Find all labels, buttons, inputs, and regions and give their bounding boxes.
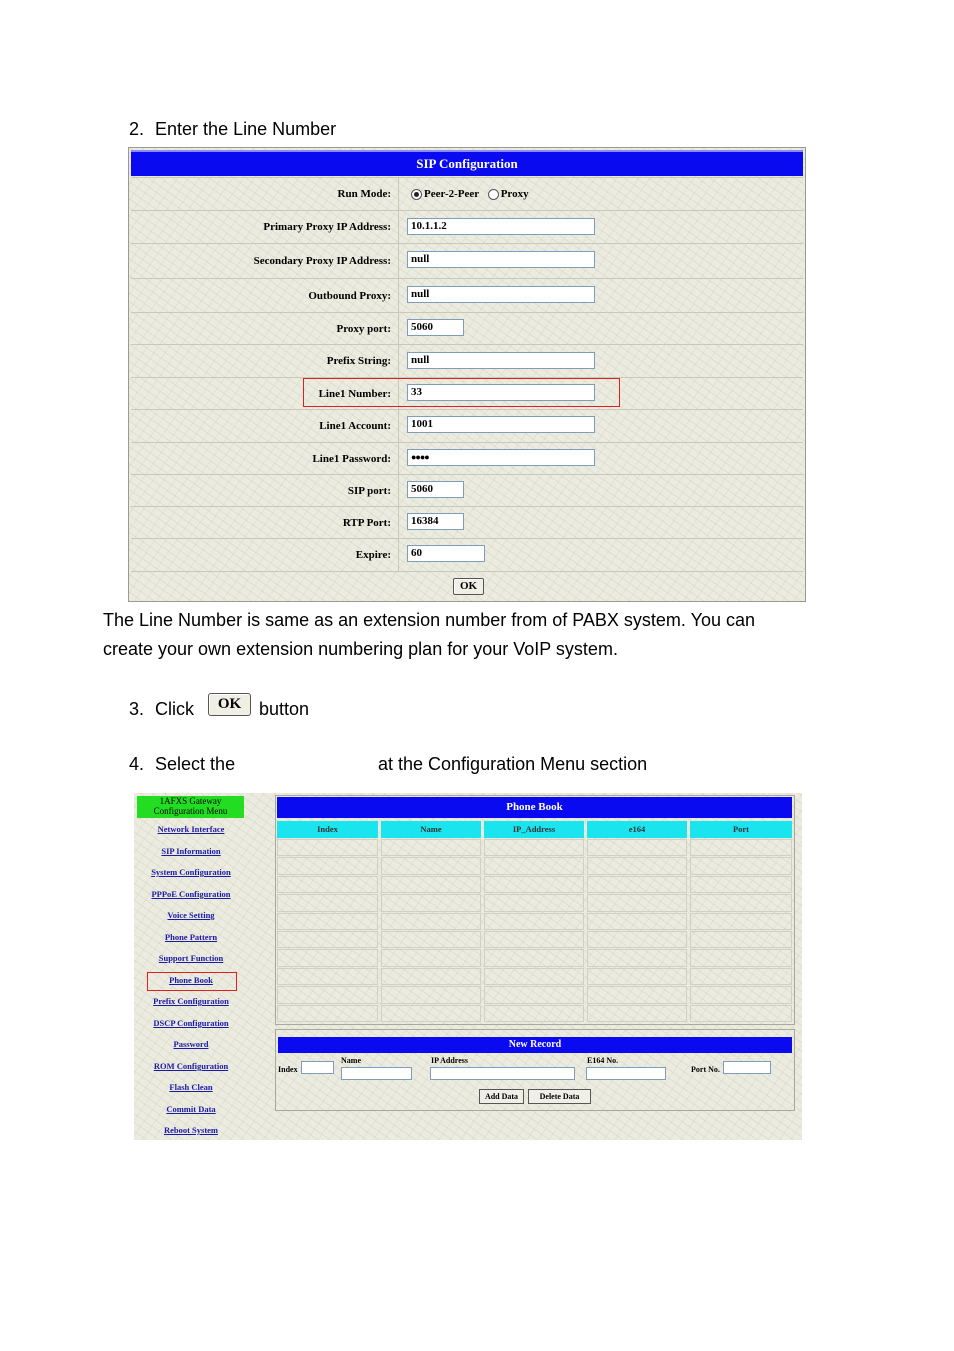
- phone-book-cell: [381, 913, 481, 930]
- column-header-name: Name: [381, 821, 481, 838]
- primary-proxy-row: [131, 210, 803, 243]
- prefix-string-label: Prefix String:: [131, 345, 399, 377]
- phone-book-cell: [484, 894, 584, 911]
- expire-label: Expire:: [131, 539, 399, 571]
- menu-network-interface[interactable]: Network Interface: [157, 824, 225, 834]
- step-2-text: Enter the Line Number: [155, 119, 337, 139]
- new-record-name-label: Name: [341, 1056, 361, 1065]
- phone-book-cell: [690, 913, 792, 930]
- run-mode-row: [131, 177, 803, 210]
- column-header-port: Port: [690, 821, 792, 838]
- phone-book-cell: [381, 986, 481, 1003]
- sip-configuration-panel: [128, 147, 806, 602]
- sip-port-row: [131, 474, 803, 506]
- phone-book-cell: [690, 894, 792, 911]
- phone-book-cell: [484, 876, 584, 893]
- phone-book-cell: [690, 857, 792, 874]
- step-3-pre: Click: [155, 699, 195, 719]
- line1-password-input[interactable]: ●●●●: [407, 449, 595, 466]
- new-record-e164-input[interactable]: [586, 1067, 666, 1080]
- step-4: [129, 750, 235, 779]
- phone-book-cell: [484, 986, 584, 1003]
- phone-book-cell: [484, 1005, 584, 1022]
- line1-number-input[interactable]: 33: [407, 384, 595, 401]
- secondary-proxy-label: Secondary Proxy IP Address:: [131, 244, 399, 278]
- phone-book-cell: [690, 986, 792, 1003]
- menu-commit-data[interactable]: Commit Data: [166, 1104, 216, 1114]
- phone-book-cell: [277, 876, 378, 893]
- phone-book-cell: [381, 1005, 481, 1022]
- proxy-label: Proxy: [500, 188, 529, 200]
- phone-book-cell: [690, 839, 792, 856]
- phone-book-screenshot: [134, 793, 802, 1140]
- proxy-port-input[interactable]: 5060: [407, 319, 464, 336]
- line1-password-row: [131, 442, 803, 474]
- new-record-ip-input[interactable]: [430, 1067, 575, 1080]
- phone-book-cell: [587, 1005, 687, 1022]
- phone-book-cell: [484, 968, 584, 985]
- menu-pppoe-configuration[interactable]: PPPoE Configuration: [151, 889, 231, 899]
- phone-book-cell: [587, 986, 687, 1003]
- phone-book-cell: [587, 839, 687, 856]
- new-record-index-label: Index: [278, 1065, 298, 1074]
- phone-book-cell: [587, 913, 687, 930]
- menu-header-line-2: Configuration Menu: [153, 806, 228, 816]
- phone-book-cell: [277, 968, 378, 985]
- phone-book-cell: [381, 876, 481, 893]
- inline-ok-button: OK: [208, 693, 251, 716]
- line1-number-highlight: [303, 378, 620, 407]
- proxy-radio[interactable]: [488, 189, 499, 200]
- phone-book-cell: [484, 949, 584, 966]
- primary-proxy-input[interactable]: 10.1.1.2: [407, 218, 595, 235]
- line1-account-input[interactable]: 1001: [407, 416, 595, 433]
- phone-book-cell: [690, 949, 792, 966]
- phone-book-cell: [381, 968, 481, 985]
- phone-book-cell: [277, 839, 378, 856]
- phone-book-cell: [484, 931, 584, 948]
- step-2: [129, 115, 336, 144]
- phone-book-cell: [690, 931, 792, 948]
- line1-password-label: Line1 Password:: [131, 443, 399, 474]
- phone-book-cell: [381, 931, 481, 948]
- new-record-title: New Record: [278, 1037, 792, 1053]
- phone-book-cell: [484, 857, 584, 874]
- menu-password[interactable]: Password: [173, 1039, 209, 1049]
- rtp-port-input[interactable]: 16384: [407, 513, 464, 530]
- menu-phone-pattern[interactable]: Phone Pattern: [164, 932, 218, 942]
- add-data-button[interactable]: Add Data: [479, 1089, 524, 1104]
- step-4-number: 4.: [129, 754, 145, 774]
- explanation-paragraph: [103, 606, 823, 664]
- phone-book-menu-highlight: [147, 972, 237, 991]
- primary-proxy-label: Primary Proxy IP Address:: [131, 211, 399, 243]
- line1-account-row: [131, 409, 803, 442]
- menu-sip-information[interactable]: SIP Information: [161, 846, 221, 856]
- secondary-proxy-input[interactable]: null: [407, 251, 595, 268]
- menu-phone-book[interactable]: Phone Book: [169, 975, 213, 985]
- step-3: [129, 695, 194, 724]
- phone-book-cell: [690, 968, 792, 985]
- ok-row: [131, 571, 803, 600]
- menu-dscp-configuration[interactable]: DSCP Configuration: [153, 1018, 229, 1028]
- expire-input[interactable]: 60: [407, 545, 485, 562]
- phone-book-cell: [587, 857, 687, 874]
- phone-book-cell: [381, 949, 481, 966]
- rtp-port-row: [131, 506, 803, 538]
- menu-reboot-system[interactable]: Reboot System: [163, 1125, 219, 1135]
- menu-header-line-1: 1AFXS Gateway: [159, 796, 222, 806]
- line1-account-label: Line1 Account:: [131, 410, 399, 442]
- secondary-proxy-row: [131, 243, 803, 278]
- phone-book-cell: [484, 839, 584, 856]
- sip-configuration-title: SIP Configuration: [131, 150, 803, 176]
- prefix-string-row: [131, 344, 803, 377]
- step-2-number: 2.: [129, 119, 145, 139]
- proxy-port-row: [131, 312, 803, 344]
- phone-book-cell: [381, 894, 481, 911]
- phone-book-cell: [587, 894, 687, 911]
- phone-book-cell: [587, 876, 687, 893]
- menu-flash-clean[interactable]: Flash Clean: [169, 1082, 213, 1092]
- phone-book-cell: [587, 968, 687, 985]
- new-record-e164-label: E164 No.: [587, 1056, 619, 1065]
- new-record-ip-label: IP Address: [431, 1056, 468, 1065]
- phone-book-title: Phone Book: [277, 797, 792, 818]
- menu-voice-setting[interactable]: Voice Setting: [167, 910, 215, 920]
- phone-book-cell: [277, 1005, 378, 1022]
- sip-port-label: SIP port:: [131, 475, 399, 506]
- line1-number-label: Line1 Number:: [131, 378, 399, 409]
- phone-book-cell: [277, 857, 378, 874]
- step-4-post: at the Configuration Menu section: [378, 754, 648, 774]
- phone-book-cell: [381, 839, 481, 856]
- rtp-port-label: RTP Port:: [131, 507, 399, 538]
- phone-book-cell: [277, 931, 378, 948]
- menu-system-configuration[interactable]: System Configuration: [151, 867, 231, 877]
- column-header-e164: e164: [587, 821, 687, 838]
- column-header-ip-address: IP_Address: [484, 821, 584, 838]
- menu-support-function[interactable]: Support Function: [158, 953, 224, 963]
- run-mode-label: Run Mode:: [131, 178, 399, 210]
- peer-2-peer-label: Peer-2-Peer: [424, 188, 479, 200]
- outbound-proxy-row: [131, 278, 803, 312]
- sip-port-input[interactable]: 5060: [407, 481, 464, 498]
- phone-book-cell: [277, 913, 378, 930]
- phone-book-empty-rows: [277, 839, 792, 1023]
- step-3-post: button: [259, 699, 310, 719]
- ok-button[interactable]: OK: [453, 578, 484, 595]
- run-mode-options: [411, 188, 529, 200]
- step-4-pre: Select the: [155, 754, 236, 774]
- expire-row: [131, 538, 803, 571]
- phone-book-cell: [690, 1005, 792, 1022]
- delete-data-button[interactable]: Delete Data: [528, 1089, 591, 1104]
- outbound-proxy-input[interactable]: null: [407, 286, 595, 303]
- outbound-proxy-label: Outbound Proxy:: [131, 279, 399, 312]
- menu-prefix-configuration[interactable]: Prefix Configuration: [153, 996, 229, 1006]
- phone-book-cell: [277, 894, 378, 911]
- new-record-port-label: Port No.: [691, 1065, 720, 1074]
- new-record-index-input[interactable]: [301, 1061, 334, 1074]
- proxy-port-label: Proxy port:: [131, 313, 399, 344]
- prefix-string-input[interactable]: null: [407, 352, 595, 369]
- menu-rom-configuration[interactable]: ROM Configuration: [153, 1061, 229, 1071]
- new-record-port-input[interactable]: [723, 1061, 771, 1074]
- configuration-menu-header: [137, 796, 244, 818]
- phone-book-cell: [690, 876, 792, 893]
- phone-book-cell: [484, 913, 584, 930]
- peer-2-peer-radio[interactable]: [411, 189, 422, 200]
- phone-book-cell: [277, 949, 378, 966]
- phone-book-cell: [381, 857, 481, 874]
- phone-book-cell: [277, 986, 378, 1003]
- phone-book-cell: [587, 931, 687, 948]
- phone-book-cell: [587, 949, 687, 966]
- paragraph-line-2: create your own extension numbering plan for your VoIP system.: [103, 639, 618, 659]
- column-header-index: Index: [277, 821, 378, 838]
- step-3-number: 3.: [129, 699, 145, 719]
- paragraph-line-1: The Line Number is same as an extension number from of PABX system. You can: [103, 610, 755, 630]
- new-record-name-input[interactable]: [341, 1067, 412, 1080]
